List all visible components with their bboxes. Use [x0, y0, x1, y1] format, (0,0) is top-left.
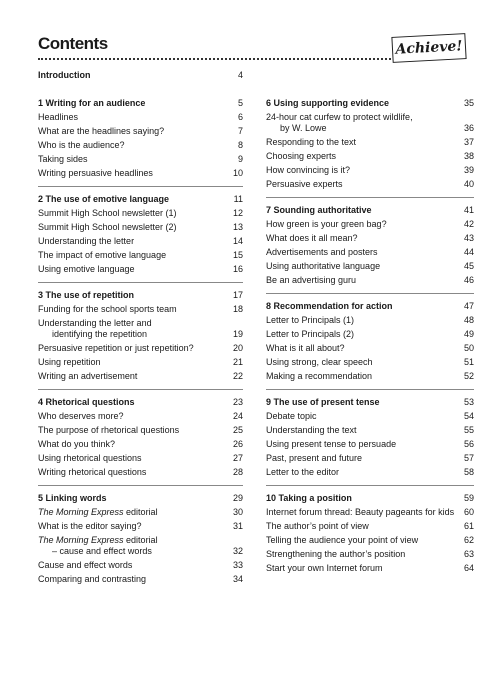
toc-entry[interactable] — [38, 411, 243, 422]
entry-title-text: 1 Writing for an audience — [38, 98, 146, 108]
entry-title-text: Writing an advertisement — [38, 371, 138, 381]
entry-title — [38, 208, 233, 219]
section-heading[interactable] — [38, 493, 243, 504]
toc-entry[interactable] — [266, 563, 474, 574]
page-number: 9 — [237, 154, 243, 164]
entry-title — [38, 453, 233, 464]
entry-title — [266, 425, 464, 436]
page-number: 54 — [463, 411, 474, 421]
section-divider — [38, 389, 243, 390]
entry-title — [266, 439, 464, 450]
entry-title-text: Past, present and future — [266, 453, 363, 463]
entry-title — [266, 357, 464, 368]
entry-title — [38, 236, 233, 247]
entry-title-text: 24-hour cat curfew to protect wildlife, — [266, 112, 413, 122]
toc-entry[interactable] — [38, 318, 243, 340]
page-number: 57 — [463, 453, 474, 463]
page-number: 45 — [463, 261, 474, 271]
entry-title-text: The impact of emotive language — [38, 250, 167, 260]
toc-entry[interactable] — [38, 126, 243, 137]
page-number: 23 — [232, 397, 243, 407]
entry-title — [38, 250, 233, 261]
entry-title — [266, 343, 464, 354]
entry-title-text: Comparing and contrasting — [38, 574, 147, 584]
section-title — [266, 205, 464, 216]
entry-title — [38, 264, 233, 275]
entry-title — [266, 371, 464, 382]
entry-title-text: 3 The use of repetition — [38, 290, 135, 300]
entry-title-text: Making a recommendation — [266, 371, 373, 381]
entry-title-text: Headlines — [38, 112, 79, 122]
entry-title-text: Using repetition — [38, 357, 101, 367]
section-title — [38, 194, 234, 205]
page-number: 33 — [232, 560, 243, 570]
page-number: 64 — [463, 563, 474, 573]
entry-title-text: Who deserves more? — [38, 411, 124, 421]
toc-entry[interactable] — [38, 357, 243, 368]
entry-title — [266, 507, 464, 518]
entry-title — [266, 219, 464, 230]
entry-title-text: How convincing is it? — [266, 165, 351, 175]
entry-title-text: Debate topic — [266, 411, 317, 421]
page-number: 30 — [232, 507, 243, 517]
toc-entry[interactable] — [266, 275, 474, 286]
page-number: 32 — [232, 546, 243, 556]
entry-title-text: Understanding the letter and — [38, 318, 152, 328]
entry-title — [38, 411, 233, 422]
entry-title — [38, 560, 233, 571]
page-number: 36 — [463, 123, 474, 133]
entry-title — [266, 563, 464, 574]
page-number: 42 — [463, 219, 474, 229]
toc-entry[interactable] — [38, 371, 243, 382]
entry-title — [266, 261, 464, 272]
page-number: 10 — [232, 168, 243, 178]
entry-title-text: The purpose of rhetorical questions — [38, 425, 180, 435]
entry-title — [266, 233, 464, 244]
section-title — [266, 98, 464, 109]
entry-title-continuation: by W. Lowe — [280, 123, 327, 133]
page-number: 55 — [463, 425, 474, 435]
entry-title-rest: editorial — [123, 507, 158, 517]
page-number: 44 — [463, 247, 474, 257]
page-number: 21 — [232, 357, 243, 367]
page-number: 22 — [232, 371, 243, 381]
page-number: 25 — [232, 425, 243, 435]
toc-entry[interactable] — [38, 507, 243, 518]
intro-page: 4 — [237, 70, 243, 80]
entry-title-text: Responding to the text — [266, 137, 357, 147]
toc-entry[interactable] — [38, 236, 243, 247]
toc-entry[interactable] — [266, 371, 474, 382]
entry-title-text: Be an advertising guru — [266, 275, 357, 285]
section-divider — [38, 485, 243, 486]
toc-entry[interactable] — [266, 151, 474, 162]
entry-title — [38, 126, 238, 137]
entry-title-text: Who is the audience? — [38, 140, 125, 150]
toc-entry[interactable] — [266, 467, 474, 478]
entry-title — [38, 439, 233, 450]
section-heading[interactable] — [266, 98, 474, 109]
entry-title-text: Writing persuasive headlines — [38, 168, 153, 178]
entry-title — [266, 549, 464, 560]
entry-title-text: Using strong, clear speech — [266, 357, 373, 367]
toc-entry[interactable] — [266, 535, 474, 546]
toc-entry[interactable] — [38, 168, 243, 179]
section-heading[interactable] — [266, 397, 474, 408]
entry-title-text: 4 Rhetorical questions — [38, 397, 135, 407]
page-number: 8 — [237, 140, 243, 150]
entry-title-text: Letter to the editor — [266, 467, 340, 477]
entry-title-text: 7 Sounding authoritative — [266, 205, 372, 215]
entry-title-text: 8 Recommendation for action — [266, 301, 393, 311]
page-number: 63 — [463, 549, 474, 559]
page-number: 61 — [463, 521, 474, 531]
toc-entry[interactable] — [266, 315, 474, 326]
page-number: 6 — [237, 112, 243, 122]
page-number: 43 — [463, 233, 474, 243]
entry-title-text: 9 The use of present tense — [266, 397, 380, 407]
entry-title — [38, 168, 233, 179]
toc-entry[interactable] — [266, 219, 474, 230]
toc-entry[interactable] — [38, 453, 243, 464]
entry-title-text: Internet forum thread: Beauty pageants for kids — [266, 507, 455, 517]
page-number: 51 — [463, 357, 474, 367]
entry-title-text: 2 The use of emotive language — [38, 194, 170, 204]
entry-title-text: What is it all about? — [266, 343, 345, 353]
entry-title — [266, 315, 464, 326]
section-title — [266, 301, 464, 312]
toc-entry[interactable] — [38, 574, 243, 585]
section-divider — [38, 186, 243, 187]
entry-title-text: Advertisements and posters — [266, 247, 378, 257]
entry-title — [266, 247, 464, 258]
toc-entry[interactable] — [266, 343, 474, 354]
toc-entry[interactable] — [38, 222, 243, 233]
entry-title — [266, 453, 464, 464]
entry-title — [38, 112, 238, 123]
section-divider — [38, 282, 243, 283]
page-number: 20 — [232, 343, 243, 353]
entry-title — [38, 304, 233, 315]
entry-title-text: Strengthening the author’s position — [266, 549, 406, 559]
page-number: 60 — [463, 507, 474, 517]
entry-title-text: Letter to Principals (1) — [266, 315, 355, 325]
entry-title-text: Summit High School newsletter (2) — [38, 222, 177, 232]
toc-entry[interactable] — [266, 179, 474, 190]
toc-entry[interactable] — [266, 439, 474, 450]
toc-entry[interactable] — [38, 264, 243, 275]
entry-title — [38, 140, 238, 151]
toc-entry[interactable] — [266, 247, 474, 258]
entry-title — [266, 275, 464, 286]
page-number: 11 — [233, 194, 243, 204]
entry-title-text: Understanding the letter — [38, 236, 135, 246]
toc-entry[interactable] — [266, 549, 474, 560]
section-divider — [266, 389, 474, 390]
page-number: 16 — [232, 264, 243, 274]
page-number: 27 — [232, 453, 243, 463]
section-heading[interactable] — [38, 397, 243, 408]
page-number: 49 — [463, 329, 474, 339]
entry-title-text: Choosing experts — [266, 151, 337, 161]
entry-title — [38, 467, 233, 478]
toc-entry[interactable] — [38, 560, 243, 571]
section-heading[interactable] — [38, 98, 243, 109]
entry-title — [38, 222, 233, 233]
toc-entry[interactable] — [266, 357, 474, 368]
page-number: 29 — [232, 493, 243, 503]
entry-title-text: Start your own Internet forum — [266, 563, 383, 573]
entry-title — [266, 521, 464, 532]
entry-title-text: What do you think? — [38, 439, 116, 449]
entry-title — [38, 371, 233, 382]
section-heading[interactable] — [266, 493, 474, 504]
entry-title — [266, 329, 464, 340]
page-number: 52 — [463, 371, 474, 381]
toc-entry[interactable] — [266, 261, 474, 272]
page-number: 15 — [232, 250, 243, 260]
page-number: 48 — [463, 315, 474, 325]
entry-title — [266, 411, 464, 422]
entry-title-text: Understanding the text — [266, 425, 357, 435]
section-heading[interactable] — [38, 194, 243, 205]
toc-entry[interactable] — [266, 411, 474, 422]
entry-title — [38, 521, 233, 532]
toc-entry[interactable] — [38, 112, 243, 123]
entry-title — [266, 151, 464, 162]
entry-title-text: Persuasive experts — [266, 179, 343, 189]
toc-entry[interactable] — [266, 453, 474, 464]
section-title — [266, 397, 464, 408]
page-number: 18 — [232, 304, 243, 314]
toc-entry[interactable] — [38, 467, 243, 478]
intro-title: Introduction — [38, 70, 91, 80]
page-number: 28 — [232, 467, 243, 477]
entry-title-text: Cause and effect words — [38, 560, 133, 570]
section-title — [38, 493, 233, 504]
section-heading[interactable] — [266, 205, 474, 216]
achieve-logo: Achieve! — [391, 33, 466, 63]
entry-title — [38, 154, 238, 165]
page-number: 47 — [463, 301, 474, 311]
page-number: 46 — [463, 275, 474, 285]
toc-entry[interactable] — [38, 439, 243, 450]
page-number: 13 — [232, 222, 243, 232]
entry-title-text: Using authoritative language — [266, 261, 381, 271]
toc-entry[interactable] — [266, 507, 474, 518]
entry-title — [38, 535, 233, 557]
entry-title — [38, 425, 233, 436]
entry-title — [38, 318, 233, 340]
toc-entry[interactable] — [38, 304, 243, 315]
section-title — [38, 290, 233, 301]
toc-entry[interactable] — [38, 425, 243, 436]
page-number: 26 — [232, 439, 243, 449]
entry-title-italic: The Morning Express — [38, 507, 124, 517]
entry-title-text: What does it all mean? — [266, 233, 358, 243]
entry-title-text: Telling the audience your point of view — [266, 535, 419, 545]
entry-title-text: Funding for the school sports team — [38, 304, 177, 314]
toc-entry[interactable] — [266, 233, 474, 244]
toc-entry[interactable] — [38, 250, 243, 261]
page-number: 39 — [463, 165, 474, 175]
toc-entry[interactable] — [38, 154, 243, 165]
entry-title-continuation: identifying the repetition — [52, 329, 148, 339]
page-number: 50 — [463, 343, 474, 353]
entry-title — [266, 535, 464, 546]
page-number: 14 — [232, 236, 243, 246]
entry-title-text: What is the editor saying? — [38, 521, 142, 531]
page-number: 40 — [463, 179, 474, 189]
toc-entry[interactable] — [38, 343, 243, 354]
page-number: 59 — [463, 493, 474, 503]
toc-entry[interactable] — [266, 521, 474, 532]
page-number: 24 — [232, 411, 243, 421]
entry-title-text: Taking sides — [38, 154, 88, 164]
section-heading[interactable] — [38, 290, 243, 301]
entry-title — [266, 137, 464, 148]
entry-title — [38, 507, 233, 518]
entry-title — [38, 357, 233, 368]
toc-entry[interactable] — [38, 535, 243, 557]
section-divider — [266, 485, 474, 486]
entry-title-text: Persuasive repetition or just repetition? — [38, 343, 194, 353]
page-number: 35 — [463, 98, 474, 108]
entry-title — [266, 179, 464, 190]
entry-title — [266, 112, 464, 134]
page-number: 56 — [463, 439, 474, 449]
toc-entry[interactable] — [266, 112, 474, 134]
entry-title-text: Using present tense to persuade — [266, 439, 397, 449]
page-number: 5 — [237, 98, 243, 108]
entry-title — [38, 343, 233, 354]
entry-title — [266, 165, 464, 176]
page-number: 41 — [463, 205, 474, 215]
page-number: 17 — [232, 290, 243, 300]
entry-title-text: 6 Using supporting evidence — [266, 98, 390, 108]
page-number: 19 — [232, 329, 243, 339]
entry-title-text: The author’s point of view — [266, 521, 369, 531]
page-number: 31 — [232, 521, 243, 531]
toc-entry[interactable] — [38, 521, 243, 532]
entry-title-continuation: – cause and effect words — [52, 546, 152, 556]
entry-title — [38, 574, 233, 585]
section-title — [38, 397, 233, 408]
entry-title — [266, 467, 464, 478]
entry-title-italic: The Morning Express — [38, 535, 124, 545]
entry-title-text: What are the headlines saying? — [38, 126, 165, 136]
page-number: 38 — [463, 151, 474, 161]
toc-entry[interactable] — [38, 208, 243, 219]
page-number: 62 — [463, 535, 474, 545]
toc-entry[interactable] — [266, 137, 474, 148]
entry-title-text: Using emotive language — [38, 264, 135, 274]
page-number: 12 — [232, 208, 243, 218]
section-divider — [266, 197, 474, 198]
page-number: 37 — [463, 137, 474, 147]
section-heading[interactable] — [266, 301, 474, 312]
page-number: 7 — [237, 126, 243, 136]
section-divider — [266, 293, 474, 294]
entry-title-text: Letter to Principals (2) — [266, 329, 355, 339]
toc-entry[interactable] — [266, 425, 474, 436]
entry-title-text: 5 Linking words — [38, 493, 107, 503]
entry-title-text: Using rhetorical questions — [38, 453, 142, 463]
entry-title-rest: editorial — [123, 535, 158, 545]
entry-title-text: Writing rhetorical questions — [38, 467, 147, 477]
toc-entry[interactable] — [266, 329, 474, 340]
toc-entry[interactable] — [266, 165, 474, 176]
page-number: 34 — [232, 574, 243, 584]
page-header — [38, 30, 478, 70]
toc-entry[interactable] — [38, 140, 243, 151]
page-title: Contents — [38, 34, 108, 53]
section-title — [38, 98, 238, 109]
entry-title-text: How green is your green bag? — [266, 219, 387, 229]
entry-title-text: Summit High School newsletter (1) — [38, 208, 177, 218]
page-number: 58 — [463, 467, 474, 477]
page-number: 53 — [463, 397, 474, 407]
entry-title-text: 10 Taking a position — [266, 493, 352, 503]
dotted-divider — [38, 58, 398, 60]
section-title — [266, 493, 464, 504]
